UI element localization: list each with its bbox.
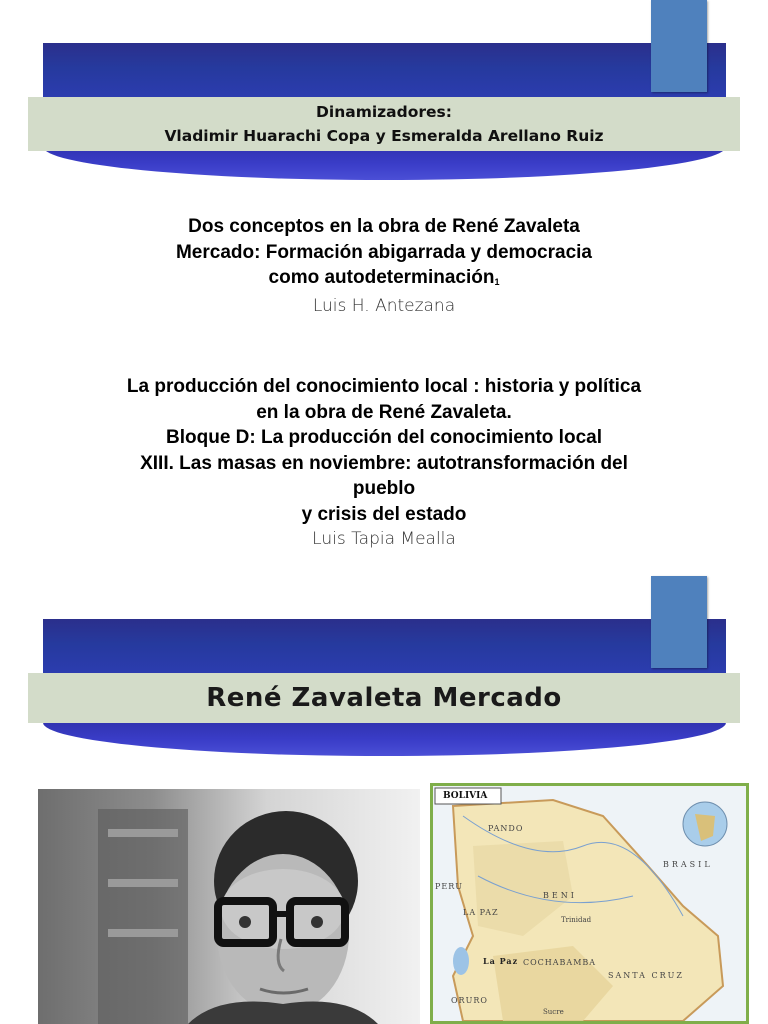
work-2-line-1: La producción del conocimiento local : historia y política [126,376,642,397]
title-band [43,619,726,675]
header-tab [651,0,707,92]
map-title: BOLIVIA [443,791,488,801]
map-label-cochabamba: COCHABAMBA [523,958,597,967]
work-2-author: Luis Tapia Mealla [312,529,456,549]
map-label-beni: BENI [543,891,577,900]
map-label-trinidad: Trinidad [561,916,592,924]
work-1-line-1: Dos conceptos en la obra de René Zavaleta [188,216,580,237]
map-label-santa-cruz: SANTA CRUZ [608,971,684,980]
title-strip [28,673,740,723]
header-strip [28,97,740,151]
map-label-la-paz-city: La Paz [483,956,519,966]
map-label-sucre: Sucre [543,1008,564,1016]
work-2 [0,374,768,551]
map-label-peru: PERU [435,882,463,891]
title-tab [651,576,707,668]
bolivia-map [430,783,749,1024]
header-label: Dinamizadores: [316,103,452,121]
portrait-photo [38,789,420,1024]
work-1-line-2: Mercado: Formación abigarrada y democracia [175,241,593,263]
map-label-la-paz-dept: LA PAZ [463,908,499,917]
footnote-marker: 1 [494,277,500,287]
work-2-line-3: Bloque D: La producción del conocimiento local [166,427,602,448]
map-label-pando: PANDO [488,824,524,833]
map-label-brasil: BRASIL [663,860,713,869]
header-band [43,43,726,99]
header-names: Vladimir Huarachi Copa y Esmeralda Arellano Ruiz [164,127,604,145]
work-2-line-5: pueblo [352,478,416,499]
portrait-illustration [38,789,420,1024]
map-label-oruro: ORURO [451,996,488,1005]
map-illustration [433,786,746,1021]
work-1-line-3: como autodeterminación1 [268,267,500,288]
slide-title: René Zavaleta Mercado [206,683,562,713]
work-2-line-6: y crisis del estado [301,503,467,525]
work-1-author: Luis H. Antezana [312,295,456,316]
work-2-line-2: en la obra de René Zavaleta. [256,401,512,423]
work-1 [0,214,768,318]
work-2-line-4: XIII. Las masas en noviembre: autotransformación del [140,452,628,474]
